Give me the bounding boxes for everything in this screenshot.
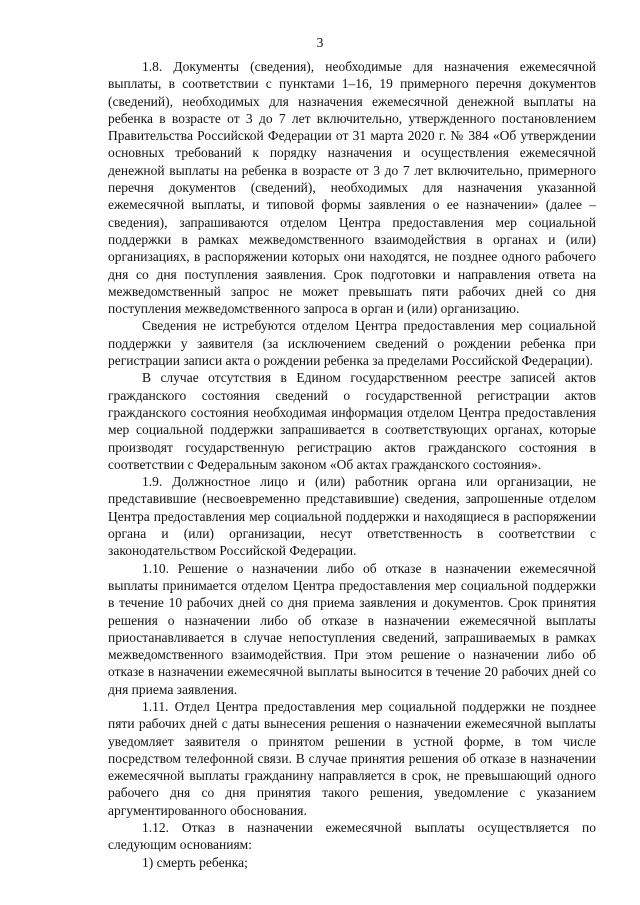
paragraph-1-8: 1.8. Документы (сведения), необходимые для назначения ежемесячной выплаты, в соответствии с пунктами 1–16, 19 примерного перечня документов (сведений), необходимых для назначения ежемесячной денежной выплаты на ребенка в возрасте от 3 до 7 лет включительно, утвержденного постановлением Правительства Российской Федерации от 31 марта 2020 г. № 384 «Об утверждении основных требований к порядку назначения и осуществления ежемесячной денежной выплаты на ребенка в возрасте от 3 до 7 лет включительно, примерного перечня документов (сведений), необходимых для назначения указанной ежемесячной выплаты, и типовой формы заявления о ее назначении» (далее – сведения), запрашиваются отделом Центра предоставления мер социальной поддержки в рамках межведомственного взаимодействия в органах и (или) организациях, в распоряжении которых они находятся, не позднее одного рабочего дня со дня поступления заявления. Срок подготовки и направления ответа на межведомственный запрос не может превышать пяти рабочих дней со дня поступления межведомственного запроса в орган и (или) организацию. — [108, 59, 596, 317]
paragraph-civil-registry: В случае отсутствия в Едином государственном реестре записей актов гражданского состояния сведений о государственной регистрации актов гражданского состояния необходимая информация отделом Центра предоставления мер социальной поддержки запрашивается в соответствующих органах, которые производят государственную регистрацию актов гражданского состояния в соответствии с Федеральным законом «Об актах гражданского состояния». — [108, 370, 596, 472]
paragraph-1-9: 1.9. Должностное лицо и (или) работник органа или организации, не представившие (несвоевременно представившие) сведения, запрошенные отделом Центра предоставления мер социальной поддержки и находящиеся в распоряжении органа и (или) организации, несут ответственность в соответствии с законодательством Российской Федерации. — [108, 474, 596, 559]
paragraph-1-12: 1.12. Отказ в назначении ежемесячной выплаты осуществляется по следующим основаниям: — [108, 820, 596, 853]
page-number: 3 — [316, 35, 324, 50]
document-body — [108, 58, 596, 871]
list-item-1: 1) смерть ребенка; — [142, 854, 248, 870]
paragraph-1-11: 1.11. Отдел Центра предоставления мер социальной поддержки не позднее пяти рабочих дней с даты вынесения решения о назначении ежемесячной выплаты уведомляет заявителя о принятом решении в устной форме, в том числе посредством телефонной связи. В случае принятия решения об отказе в назначении ежемесячной выплаты гражданину направляется в срок, не превышающий одного рабочего дня со дня принятия такого решения, уведомление с указанием аргументированного обоснования. — [108, 698, 596, 818]
paragraph-info-not-requested: Сведения не истребуются отделом Центра предоставления мер социальной поддержки у заявителя (за исключением сведений о рождении ребенка при регистрации записи акта о рождении ребенка за пределами Российской Федерации). — [108, 318, 596, 369]
paragraph-1-10: 1.10. Решение о назначении либо об отказе в назначении ежемесячной выплаты принимается отделом Центра предоставления мер социальной поддержки в течение 10 рабочих дней со дня приема заявления и документов. Срок принятия решения о назначении либо об отказе в назначении ежемесячной выплаты приостанавливается в случае непоступления сведений, запрашиваемых в рамках межведомственного взаимодействия. При этом решение о назначении либо об отказе в назначении ежемесячной выплаты выносится в течение 20 рабочих дней со дня приема заявления. — [108, 560, 596, 697]
